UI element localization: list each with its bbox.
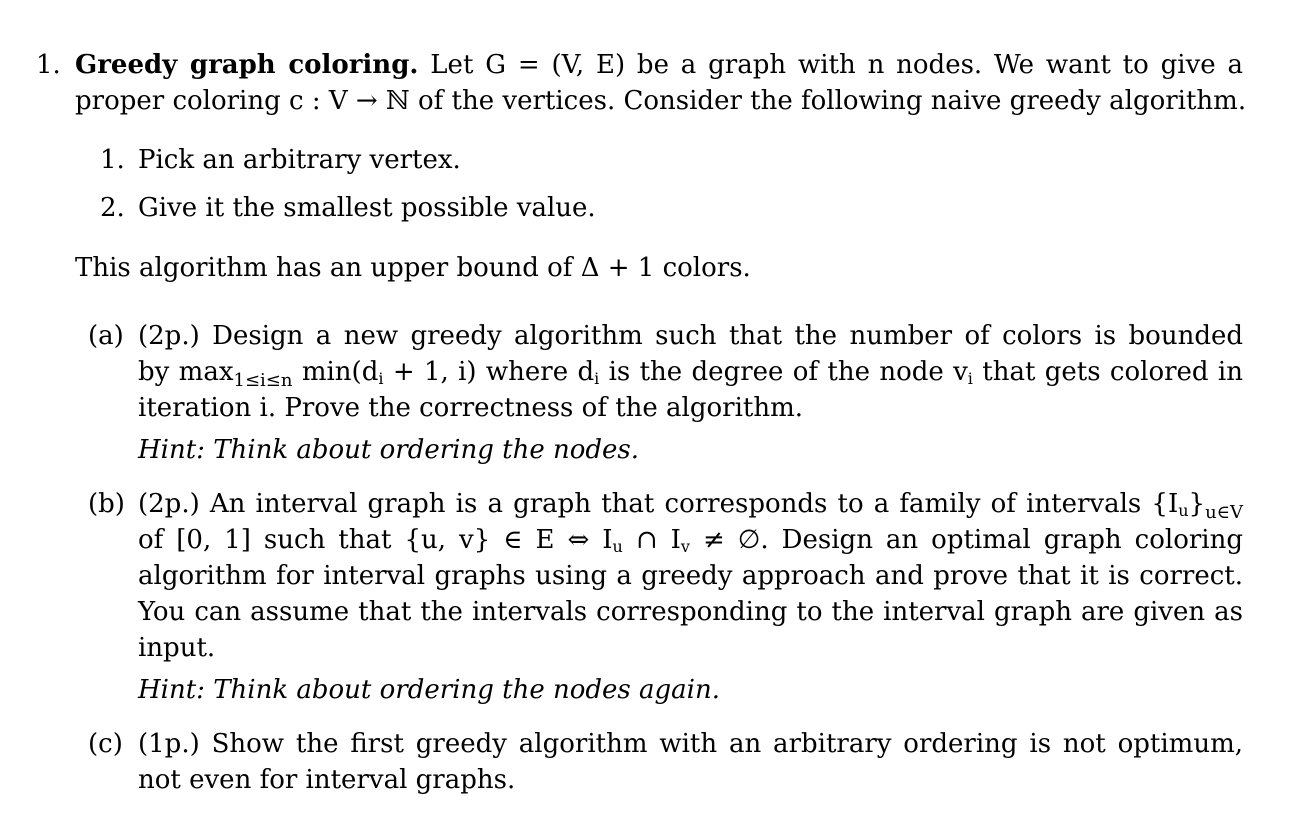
problem-intro-line2: proper coloring c : V → ℕ of the vertices. Consider the following naive greedy algorithm. xyxy=(75,86,1247,116)
part-b-hint: Hint: Think about ordering the nodes again. xyxy=(138,675,720,705)
part-b-line5: input. xyxy=(138,633,216,663)
part-c-line1: (1p.) Show the first greedy algorithm with an arbitrary ordering is not optimum, xyxy=(138,729,1243,759)
part-c-label: (c) xyxy=(88,729,123,759)
problem-intro-rest: Let G = (V, E) be a graph with n nodes. We want to give a xyxy=(418,50,1243,80)
step-1-number: 1. xyxy=(100,145,125,175)
part-a-label: (a) xyxy=(88,321,124,351)
part-b-line1: (2p.) An interval graph is a graph that corresponds to a family of intervals $\{Iu\}_{u\in V}$ xyxy=(138,489,1243,523)
upper-bound-text: This algorithm has an upper bound of Δ + 1 colors. xyxy=(75,253,751,283)
problem-intro-line xyxy=(75,47,1243,83)
part-b-line4: You can assume that the intervals corresponding to the interval graph are given as xyxy=(138,597,1243,627)
part-a-hint: Hint: Think about ordering the nodes. xyxy=(138,435,640,465)
problem-number: 1. xyxy=(36,50,61,80)
step-2-number: 2. xyxy=(100,193,125,223)
part-b-line3: algorithm for interval graphs using a greedy approach and prove that it is correct. xyxy=(138,561,1243,591)
part-c-line2: not even for interval graphs. xyxy=(138,765,516,795)
part-b-label: (b) xyxy=(88,489,125,519)
step-1-text: Pick an arbitrary vertex. xyxy=(138,145,461,175)
problem-title: Greedy graph coloring. xyxy=(75,50,419,80)
part-a-line3: iteration i. Prove the correctness of the algorithm. xyxy=(138,393,804,423)
part-a-line2: by $\max_{1\le i\le n} \min(di + 1$, i) where di is the degree of the node vi that gets colored in xyxy=(138,357,1243,391)
part-b-line2: of [0, 1] such that {u, v} ∈ E ⇔ Iu ∩ Iv ≠ ∅. Design an optimal graph coloring xyxy=(138,525,1243,556)
part-a-line1: (2p.) Design a new greedy algorithm such that the number of colors is bounded xyxy=(138,321,1243,351)
step-2-text: Give it the smallest possible value. xyxy=(138,193,596,223)
